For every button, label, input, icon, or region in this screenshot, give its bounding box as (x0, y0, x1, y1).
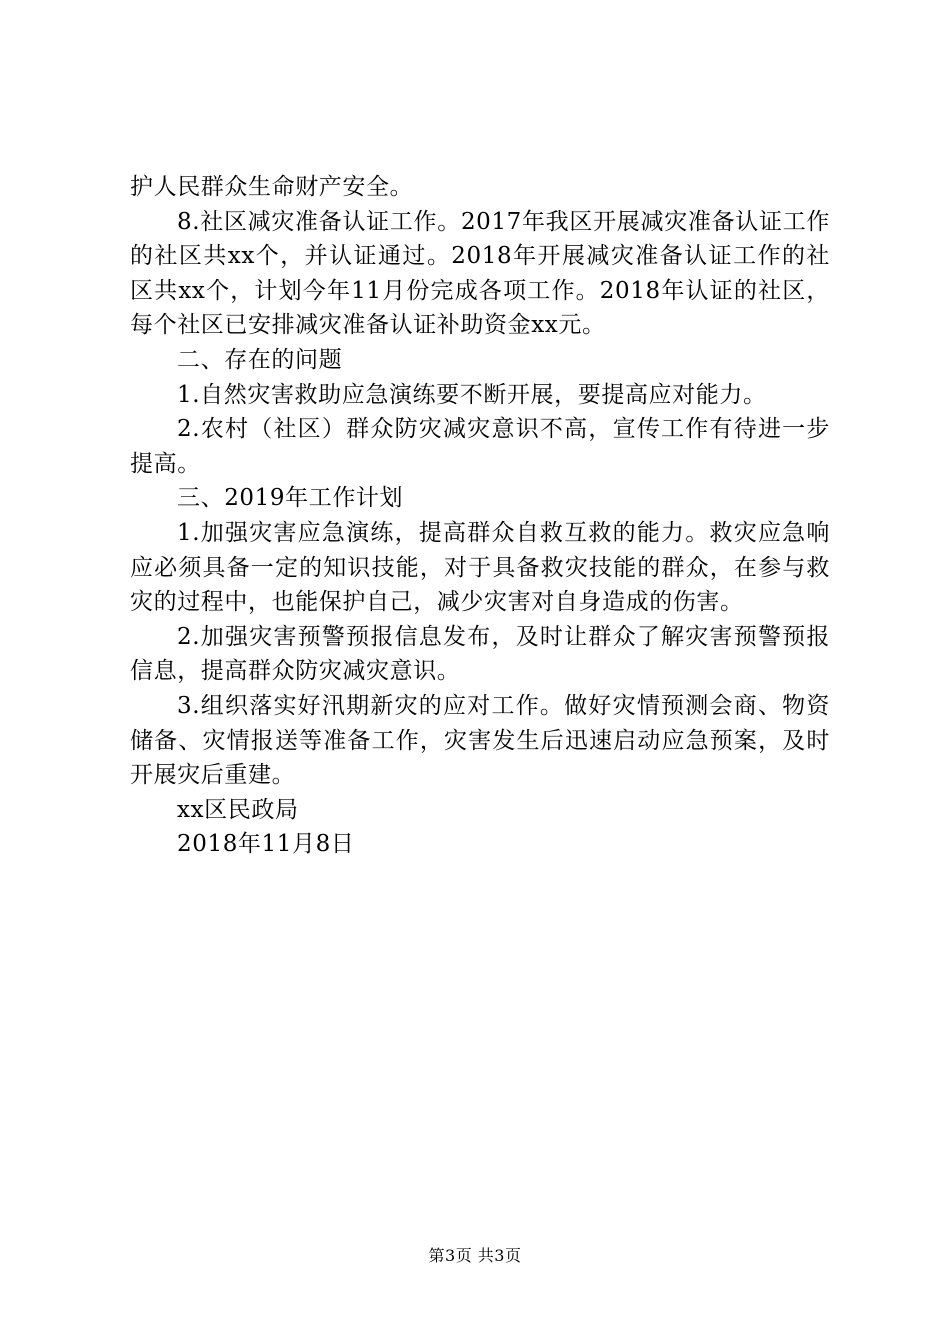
paragraph-item-8: 8.社区减灾准备认证工作。2017年我区开展减灾准备认证工作的社区共xx个，并认证通过。2018年开展减灾准备认证工作的社区共xx个，计划今年11月份完成各项工作。2018年认证的社区，每个社区已安排减灾准备认证补助资金xx元。 (130, 208, 830, 339)
paragraph-problem-2: 2.农村（社区）群众防灾减灾意识不高，宣传工作有待进一步提高。 (130, 416, 830, 477)
paragraph-plan-3: 3.组织落实好汛期新灾的应对工作。做好灾情预测会商、物资储备、灾情报送等准备工作，灾害发生后迅速启动应急预案，及时开展灾后重建。 (130, 692, 830, 789)
section-heading-plan: 三、2019年工作计划 (177, 485, 404, 512)
document-body (130, 170, 830, 862)
paragraph-plan-1: 1.加强灾害应急演练，提高群众自救互救的能力。救灾应急响应必须具备一定的知识技能，对于具备救灾技能的群众，在参与救灾的过程中，也能保护自己，减少灾害对自身造成的伤害。 (130, 519, 830, 616)
page-number-footer: 第3页 共3页 (428, 1246, 522, 1265)
signature-organization: xx区民政局 (177, 796, 299, 823)
paragraph-problem-1: 1.自然灾害救助应急演练要不断开展，要提高应对能力。 (177, 381, 767, 408)
paragraph-continuation: 护人民群众生命财产安全。 (130, 174, 414, 200)
paragraph-plan-2: 2.加强灾害预警预报信息发布，及时让群众了解灾害预警预报信息，提高群众防灾减灾意识。 (130, 623, 830, 685)
signature-date: 2018年11月8日 (177, 831, 355, 858)
section-heading-problems: 二、存在的问题 (177, 346, 343, 373)
